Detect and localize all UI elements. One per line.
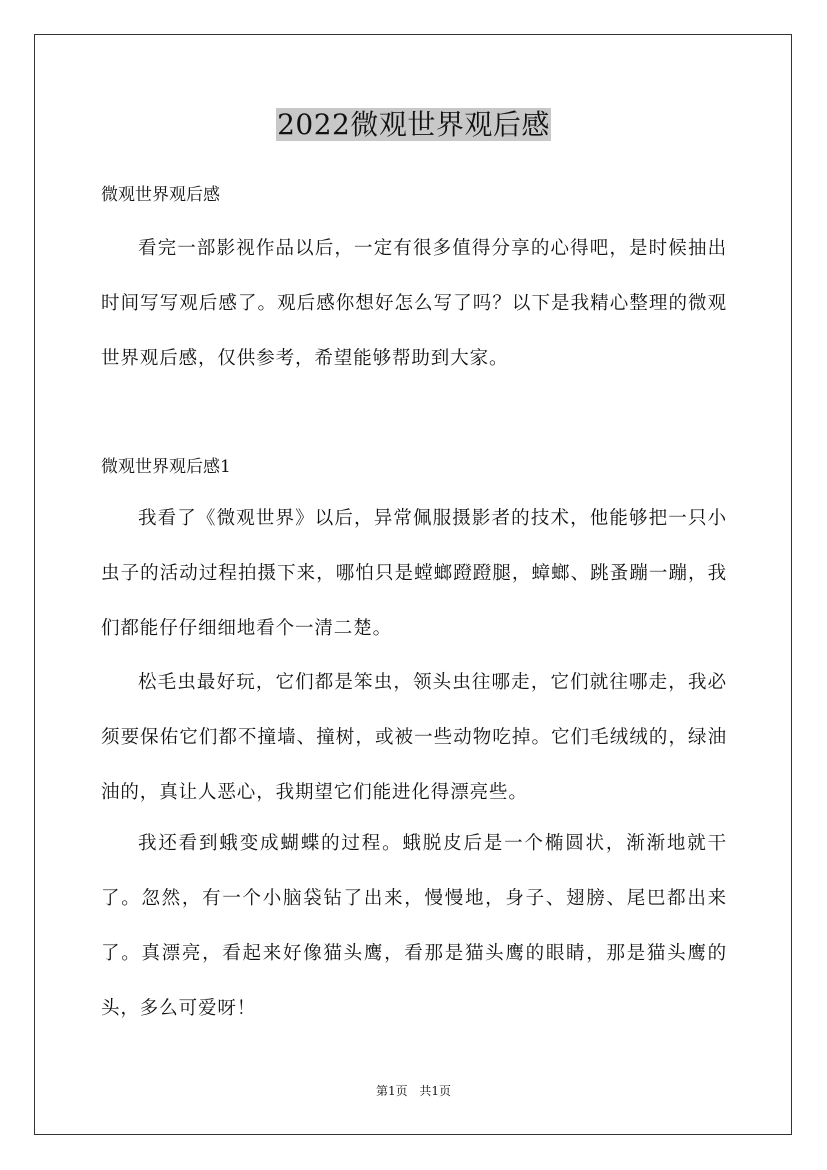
intro-heading: 微观世界观后感: [101, 185, 220, 205]
page-total: 共1页: [419, 1084, 452, 1098]
body-paragraph-2: 松毛虫最好玩，它们都是笨虫，领头虫往哪走，它们就往哪走，我必须要保佑它们都不撞墙、撞树，或被一些动物吃掉。它们毛绒绒的，绿油油的，真让人恶心，我期望它们能进化得漂亮些。: [101, 672, 727, 803]
intro-paragraph: 看完一部影视作品以后，一定有很多值得分享的心得吧，是时候抽出时间写写观后感了。观后感你想好怎么写了吗？以下是我精心整理的微观世界观后感，仅供参考，希望能够帮助到大家。: [101, 238, 727, 369]
body-paragraph-3: 我还看到蛾变成蝴蝶的过程。蛾脱皮后是一个椭圆状，渐渐地就干了。忽然，有一个小脑袋钻了出来，慢慢地，身子、翅膀、尾巴都出来了。真漂亮，看起来好像猫头鹰，看那是猫头鹰的眼睛，那是猫头鹰的头，多么可爱呀！: [101, 833, 727, 1019]
page-number: 第1页: [375, 1084, 408, 1098]
page-footer: [0, 1083, 827, 1099]
body-paragraph-1: 我看了《微观世界》以后，异常佩服摄影者的技术，他能够把一只小虫子的活动过程拍摄下来，哪怕只是螳螂蹬蹬腿，蟑螂、跳蚤蹦一蹦，我们都能仔仔细细地看个一清二楚。: [101, 508, 727, 639]
section-heading: 微观世界观后感1: [101, 457, 231, 477]
document-title: [0, 104, 827, 144]
document-title-text: 2022微观世界观后感: [277, 108, 550, 141]
